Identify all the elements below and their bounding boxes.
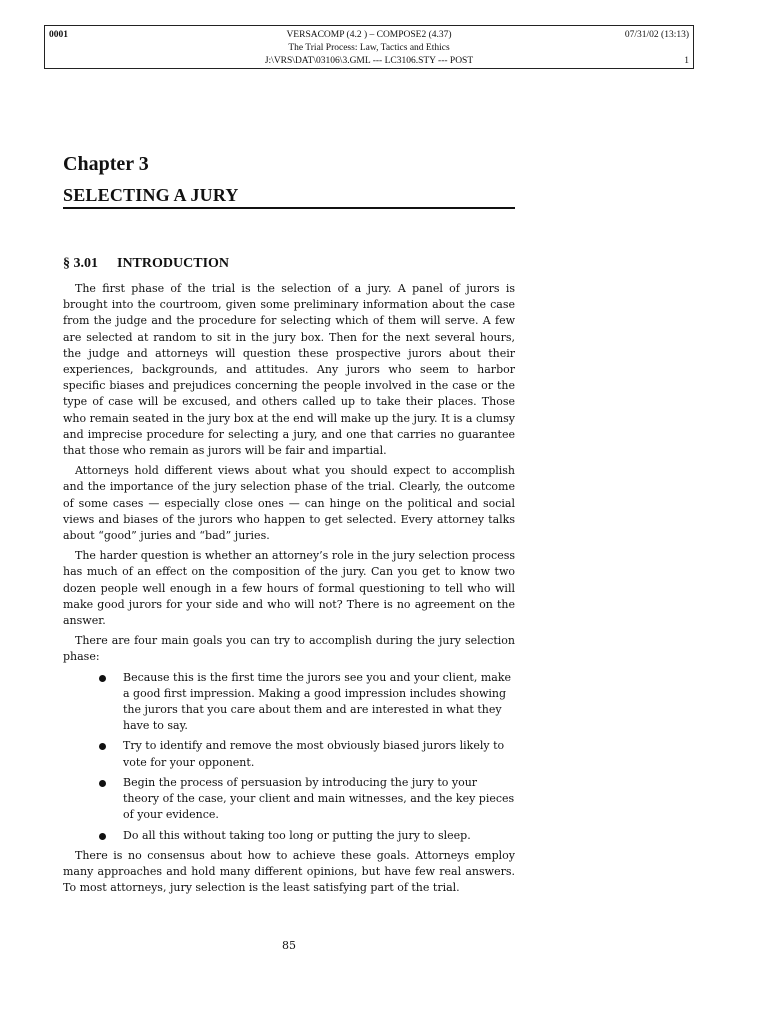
- header-line-3: J:\VRS\DAT\03106\3.GML --- LC3106.STY --- POST: [264, 56, 474, 66]
- bullet-icon: [99, 833, 106, 840]
- header-line-2: The Trial Process: Law, Tactics and Ethics: [288, 43, 450, 53]
- paragraph: The harder question is whether an attorney’s role in the jury selection process has much of an effect on the composition of the jury. Can you get to know two dozen people well enough in a few hours of formal questioning to tell who will make good jurors for your side and who will not? There is no agreement on the answer.: [63, 549, 515, 628]
- list-item: [123, 738, 515, 770]
- chapter-title: SELECTING A JURY: [63, 185, 239, 205]
- bullet-icon: [99, 780, 106, 787]
- header-page-ref: 1: [684, 56, 689, 66]
- list-item: [123, 828, 515, 844]
- list-item-text: Try to identify and remove the most obviously biased jurors likely to vote for your opponent.: [123, 739, 505, 769]
- bullet-icon: [99, 743, 106, 750]
- list-item-text: Because this is the first time the jurors see you and your client, make a good first impression. Making a good impression includes showing the jurors that you care about them and are interested in what they have to say.: [123, 670, 512, 733]
- title-underline: [63, 207, 515, 209]
- header-datetime: 07/31/02 (13:13): [624, 30, 689, 40]
- header-center-block: [45, 29, 693, 68]
- list-item-text: Begin the process of persuasion by introducing the jury to your theory of the case, your client and main witnesses, and the key pieces of your evidence.: [123, 775, 515, 822]
- paragraph: The first phase of the trial is the selection of a jury. A panel of jurors is brought into the courtroom, given some preliminary information about the case from the judge and the procedure for selecting which of them will serve. A few are selected at random to sit in the jury box. Then for the next several hours, the judge and attorneys will question these prospective jurors about their experiences, backgrounds, and attitudes. Any jurors who seem to harbor specific biases and prejudices concerning the people involved in the case or the type of case will be excused, and others called up to take their places. Those who remain seated in the jury box at the end will make up the jury. It is a clumsy and imprecise procedure for selecting a jury, and one that carries no guarantee that those who remain as jurors will be fair and impartial.: [63, 282, 516, 458]
- document-header: [44, 25, 694, 69]
- body-text: [63, 281, 515, 900]
- header-line-1: VERSACOMP (4.2 ) – COMPOSE2 (4.37): [286, 30, 452, 40]
- list-item: [123, 670, 515, 735]
- section-title: INTRODUCTION: [117, 256, 230, 271]
- chapter-number: Chapter 3: [63, 153, 149, 175]
- list-item: [123, 775, 515, 824]
- paragraph: There are four main goals you can try to accomplish during the jury selection phase:: [63, 634, 515, 664]
- section-number: § 3.01: [63, 256, 98, 271]
- section-heading: [63, 256, 229, 272]
- goals-list: [63, 670, 515, 844]
- header-doc-id: 0001: [49, 30, 68, 40]
- bullet-icon: [99, 675, 106, 682]
- paragraph: Attorneys hold different views about what you should expect to accomplish and the importance of the jury selection phase of the trial. Clearly, the outcome of some cases — especially close ones — can hinge on the political and social views and biases of the jurors who happen to get selected. Every attorney talks about “good” juries and “bad” juries.: [63, 464, 515, 543]
- page-number: 85: [282, 939, 296, 952]
- closing-paragraph: There is no consensus about how to achieve these goals. Attorneys employ many approaches and hold many different opinions, but have few real answers. To most attorneys, jury selection is the least satisfying part of the trial.: [63, 848, 515, 895]
- list-item-text: Do all this without taking too long or putting the jury to sleep.: [123, 828, 471, 842]
